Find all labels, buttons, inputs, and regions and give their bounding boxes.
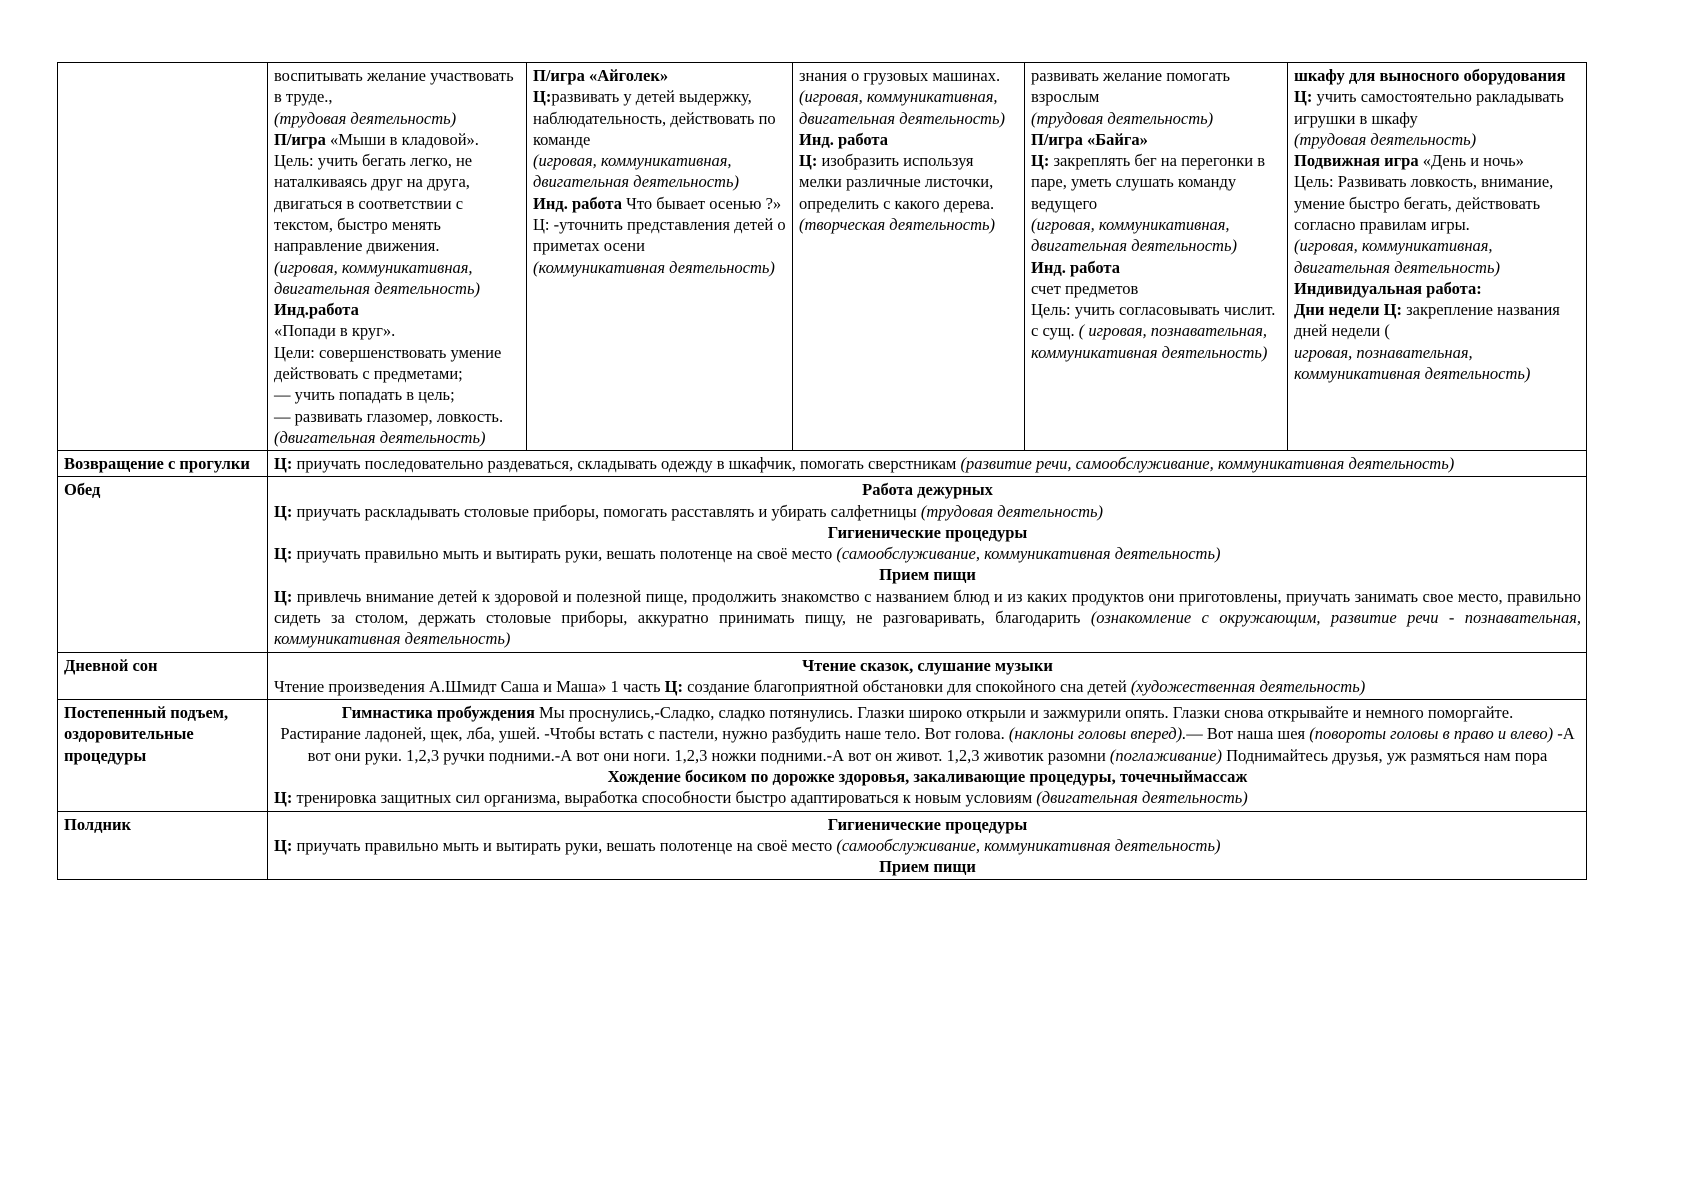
content-paragraph — [274, 814, 1581, 835]
cell-paragraph — [274, 299, 521, 320]
table-row — [58, 652, 1587, 700]
text-run: (трудовая деятельность) — [1031, 108, 1214, 128]
text-run: «Попади в круг». — [274, 321, 396, 341]
table-row — [58, 700, 1587, 811]
cell-paragraph — [274, 342, 521, 385]
row-label: Возвращение с прогулки — [58, 451, 268, 477]
text-run: (художественная деятельность) — [1130, 676, 1366, 696]
text-run: приучать правильно мыть и вытирать руки, вешать полотенце на своё место — [292, 835, 837, 855]
cell-paragraph — [1031, 65, 1282, 108]
text-run: Индивидуальная работа: — [1294, 278, 1482, 298]
text-run: Мы проснулись,-Сладко, сладко потянулись. Глазки широко открыли и зажмурили опять. Глазки снова открывайте и немного поморгайте. — [534, 703, 1514, 723]
text-run: (игровая, коммуникативная, двигательная деятельность) — [533, 151, 739, 192]
text-run: (ознакомление с окружающим, развитие речи - познавательная, коммуникативная деятельность) — [274, 608, 1581, 649]
cell-paragraph — [1294, 86, 1581, 129]
walk-cell-4 — [1025, 63, 1288, 451]
text-run: Гимнастика пробуждения — [341, 703, 535, 723]
text-run: (развитие речи, самообслуживание, коммуникативная деятельность) — [960, 454, 1455, 474]
cell-paragraph — [1031, 129, 1282, 150]
text-run: (повороты головы в право и влево) — [1309, 724, 1554, 744]
cell-content — [1031, 65, 1282, 363]
table-row — [58, 451, 1587, 477]
text-run: счет предметов — [1031, 278, 1139, 298]
table-row — [58, 811, 1587, 880]
row-label: Постепенный подъем, оздоровительные процедуры — [58, 700, 268, 811]
cell-paragraph — [1294, 278, 1581, 299]
text-run: Ц: — [274, 788, 293, 808]
text-run: (самообслуживание, коммуникативная деятельность) — [836, 835, 1221, 855]
text-run: воспитывать желание участвовать в труде., — [274, 66, 514, 107]
cell-paragraph — [1294, 150, 1581, 171]
cell-paragraph — [274, 384, 521, 405]
text-run-italic: ( игровая, познавательная, коммуникативная деятельность) — [1031, 321, 1268, 362]
cell-paragraph — [533, 193, 787, 257]
text-run: Ц: — [274, 454, 293, 474]
content-paragraph — [274, 479, 1581, 500]
text-run: приучать правильно мыть и вытирать руки, вешать полотенце на своё место — [292, 544, 837, 564]
text-run: Ц: — [799, 151, 818, 171]
cell-paragraph — [274, 108, 521, 129]
text-run: (самообслуживание, коммуникативная деятельность) — [836, 544, 1221, 564]
cell-paragraph — [1031, 278, 1282, 299]
cell-paragraph — [274, 406, 521, 449]
text-run: приучать последовательно раздеваться, складывать одежду в шкафчик, помогать сверстникам — [292, 454, 961, 474]
cell-paragraph — [799, 86, 1019, 129]
text-run: Инд.работа — [274, 300, 359, 320]
text-run: приучать раскладывать столовые приборы, помогать расставлять и убирать салфетницы — [292, 501, 921, 521]
text-run: Чтение произведения А.Шмидт Саша и Маша» 1 часть — [274, 676, 665, 696]
text-run: Ц: — [1294, 87, 1313, 107]
text-run: Ц: — [664, 676, 683, 696]
text-run: П/игра «Байга» — [1031, 129, 1148, 149]
text-run: -А вот они руки. 1,2,3 ручки подними.-А вот они ноги. 1,2,3 ножки подними.-А вот он живот. 1,2,3 животик разомни — [307, 724, 1575, 765]
text-run: закреплять бег на перегонки в паре, уметь слушать команду ведущего — [1031, 151, 1266, 213]
text-run: Что бывает осенью ?» Ц: -уточнить представления детей о приметах осени — [533, 193, 786, 256]
cell-paragraph — [1031, 257, 1282, 278]
text-run: Цель: Развивать ловкость, внимание, умение быстро бегать, действовать согласно правилам игры. — [1294, 172, 1554, 234]
text-run: развивать желание помогать взрослым — [1031, 66, 1231, 107]
cell-paragraph — [274, 65, 521, 108]
text-run: Инд. работа — [799, 129, 888, 149]
text-run: (трудовая деятельность) — [274, 108, 457, 128]
content-paragraph — [274, 586, 1581, 650]
row-content — [268, 700, 1587, 811]
text-run: (игровая, коммуникативная, двигательная деятельность) — [274, 257, 480, 298]
row-label-walk — [58, 63, 268, 451]
cell-paragraph — [1294, 65, 1581, 86]
text-run: привлечь внимание детей к здоровой и полезной пище, продолжить знакомство с названием блюд и из каких продуктов они приготовлены, приучать занимать свое место, правильно сидеть за столом, держать столовые приборы, аккуратно принимать пищу, не разговаривать, благодарить — [274, 586, 1581, 628]
text-run: Цель: учить бегать легко, не наталкиваясь друг на друга, двигаться в соответствии с текстом, быстро менять направление движения. — [274, 151, 473, 256]
cell-paragraph — [799, 65, 1019, 86]
text-run: Работа дежурных — [862, 480, 993, 500]
cell-content — [799, 65, 1019, 235]
row-label: Обед — [58, 477, 268, 652]
text-run: «Мыши в кладовой». — [325, 129, 479, 149]
content-paragraph — [274, 723, 1581, 766]
row-content — [268, 652, 1587, 700]
content-paragraph — [274, 676, 1581, 697]
text-run: Ц: — [533, 87, 552, 107]
content-paragraph — [274, 564, 1581, 585]
text-run: Ц: — [1031, 151, 1050, 171]
cell-paragraph — [274, 320, 521, 341]
text-run: — развивать глазомер, ловкость. — [274, 406, 504, 426]
text-run: Цель: учить согласовывать числит. с сущ. — [1031, 300, 1276, 341]
text-run: Ц: — [274, 835, 293, 855]
text-run: Чтение сказок, слушание музыки — [802, 655, 1053, 675]
content-paragraph — [274, 453, 1581, 474]
cell-content — [274, 65, 521, 448]
text-run: Дни недели Ц: — [1294, 300, 1402, 320]
cell-content — [1294, 65, 1581, 384]
content-paragraph — [274, 787, 1581, 808]
schedule-table — [57, 62, 1587, 880]
cell-paragraph — [1294, 342, 1581, 385]
cell-paragraph — [799, 150, 1019, 235]
text-run: Растирание ладоней, щек, лба, ушей. -Чтобы встать с пастели, нужно разбудить наше тело. Вот голова. — [280, 724, 1009, 744]
text-run: закрепление названия дней недели ( — [1294, 300, 1560, 341]
content-paragraph — [274, 766, 1581, 787]
text-run: шкафу для выносного оборудования — [1294, 66, 1566, 85]
cell-paragraph — [1294, 171, 1581, 235]
cell-content — [533, 65, 787, 278]
row-content — [268, 811, 1587, 880]
text-run: Ц: — [274, 586, 293, 606]
text-run: Ц: — [274, 544, 293, 564]
content-paragraph — [274, 522, 1581, 543]
cell-paragraph — [274, 257, 521, 300]
text-run: «День и ночь» — [1418, 151, 1524, 171]
walk-cell-1 — [268, 63, 527, 451]
content-paragraph — [274, 501, 1581, 522]
text-run: создание благоприятной обстановки для спокойного сна детей — [683, 676, 1131, 696]
text-run: развивать у детей выдержку, наблюдательность, действовать по команде — [533, 87, 776, 149]
text-run: учить самостоятельно ракладывать игрушки в шкафу — [1294, 87, 1564, 128]
cell-paragraph — [1031, 150, 1282, 214]
content-paragraph — [274, 856, 1581, 877]
text-run: П/игра «Айголек» — [533, 66, 669, 85]
content-paragraph — [274, 543, 1581, 564]
text-run: Инд. работа — [533, 193, 622, 213]
cell-paragraph — [1294, 129, 1581, 150]
walk-cell-5 — [1288, 63, 1587, 451]
text-run: (наклоны головы вперед). — [1008, 724, 1187, 744]
text-run: Инд. работа — [1031, 257, 1120, 277]
table-row-walk — [58, 63, 1587, 451]
text-run: Подвижная игра — [1294, 151, 1419, 171]
text-run: (игровая, коммуникативная, двигательная деятельность) — [1294, 236, 1500, 277]
cell-paragraph — [533, 257, 787, 278]
text-run: Гигиенические процедуры — [827, 522, 1028, 542]
row-label: Полдник — [58, 811, 268, 880]
text-run: — учить попадать в цель; — [274, 385, 455, 405]
text-run-italic: (творческая деятельность) — [799, 214, 996, 234]
regime-rows — [58, 451, 1587, 880]
walk-cell-2 — [527, 63, 793, 451]
text-run: (игровая, коммуникативная, двигательная деятельность) — [799, 87, 1005, 128]
text-run: Цели: совершенствовать умение действовать с предметами; — [274, 342, 502, 383]
text-run: (коммуникативная деятельность) — [533, 257, 775, 277]
text-run: П/игра — [274, 129, 326, 149]
row-label: Дневной сон — [58, 652, 268, 700]
cell-paragraph — [1031, 299, 1282, 363]
text-run: изобразить используя мелки различные листочки, определить с какого дерева. — [799, 151, 995, 213]
text-run: Гигиенические процедуры — [827, 814, 1028, 834]
text-run: (трудовая деятельность) — [920, 501, 1104, 521]
text-run: Прием пищи — [879, 857, 976, 877]
text-run: игровая, познавательная, коммуникативная деятельность) — [1294, 342, 1531, 383]
text-run: (трудовая деятельность) — [1294, 129, 1477, 149]
text-run: знания о грузовых машинах. — [799, 66, 1001, 85]
text-run: Прием пищи — [879, 565, 976, 585]
cell-paragraph — [1031, 214, 1282, 257]
cell-paragraph — [274, 129, 521, 150]
cell-paragraph — [1294, 299, 1581, 342]
text-run-italic: (двигательная деятельность) — [274, 427, 486, 447]
schedule-table-body — [58, 63, 1587, 451]
cell-paragraph — [533, 65, 787, 86]
content-paragraph — [274, 655, 1581, 676]
text-run: — Вот наша шея — [1186, 724, 1310, 744]
cell-paragraph — [533, 150, 787, 193]
text-run: Хождение босиком по дорожке здоровья, закаливающие процедуры, точечныймассаж — [607, 767, 1248, 786]
table-row — [58, 477, 1587, 652]
row-content — [268, 451, 1587, 477]
text-run: тренировка защитных сил организма, выработка способности быстро адаптироваться к новым условиям — [292, 788, 1037, 808]
text-run: (двигательная деятельность) — [1036, 788, 1248, 808]
cell-paragraph — [1031, 108, 1282, 129]
text-run: (поглаживание) — [1109, 745, 1222, 765]
text-run: Поднимайтесь друзья, уж размяться нам пора — [1221, 745, 1548, 765]
content-paragraph — [274, 702, 1581, 723]
cell-paragraph — [799, 129, 1019, 150]
text-run: (игровая, коммуникативная, двигательная деятельность) — [1031, 214, 1237, 256]
walk-cell-3 — [793, 63, 1025, 451]
cell-paragraph — [533, 86, 787, 150]
text-run: Ц: — [274, 501, 293, 521]
cell-paragraph — [274, 150, 521, 256]
content-paragraph — [274, 835, 1581, 856]
cell-paragraph — [1294, 235, 1581, 278]
row-content — [268, 477, 1587, 652]
